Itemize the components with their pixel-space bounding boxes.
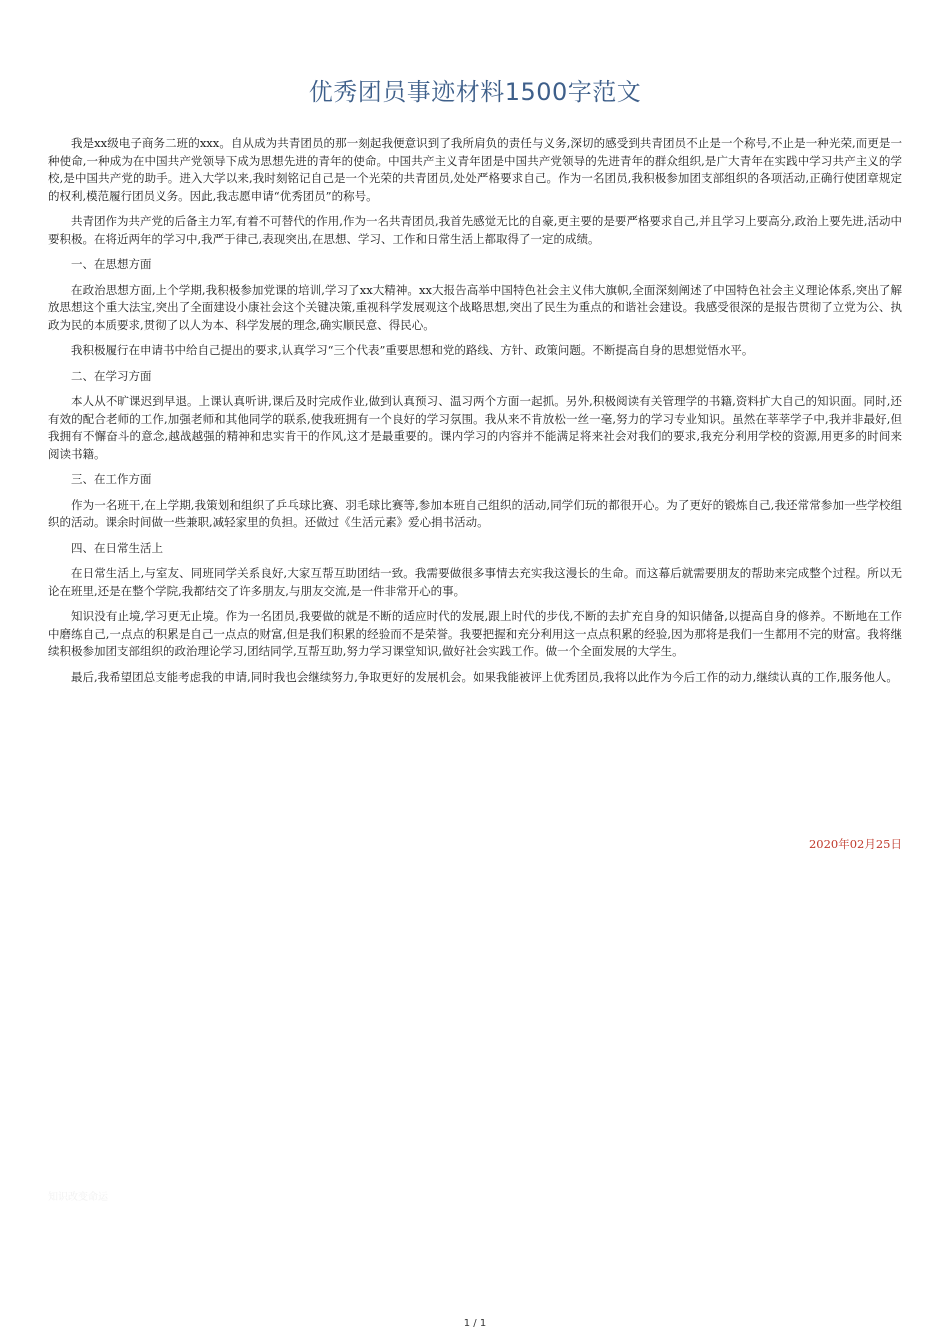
paragraph-thought-2: 我积极履行在申请书中给自己提出的要求,认真学习“三个代表”重要思想和党的路线、方针、政策问题。不断提高自身的思想觉悟水平。 — [71, 343, 754, 357]
section-heading-work: 三、在工作方面 — [71, 472, 152, 486]
paragraph-intro: 我是xx级电子商务二班的xxx。自从成为共青团员的那一刻起我便意识到了我所肩负的责任与义务,深切的感受到共青团员不止是一个称号,不止是一种光荣,而更是一种使命,一种成为在中国共产党领导下成为思想先进的青年的使命。中国共产主义青年团是中国共产党领导的先进青年的群众组织,是广大青年在实践中学习共产主义的学校,是中国共产党的助手。进入大学以来,我时刻铭记自己是一个光荣的共青团员,处处严格要求自己。作为一名团员,我积极参加团支部组织的各项活动,正确行使团章规定的权利,模范履行团员义务。因此,我志愿申请“优秀团员”的称号。 — [48, 136, 902, 203]
paragraph-knowledge: 知识没有止境,学习更无止境。作为一名团员,我要做的就是不断的适应时代的发展,跟上时代的步伐,不断的去扩充自身的知识储备,以提高自身的修养。不断地在工作中磨练自己,一点点的积累是自己一点点的财富,但是我们积累的经验而不是荣誉。我要把握和充分利用这一点点积累的经验,因为那将是我们一生都用不完的财富。我将继续积极参加团支部组织的政治理论学习,团结同学,互帮互助,努力学习课堂知识,做好社会实践工作。做一个全面发展的大学生。 — [48, 609, 902, 658]
document-date: 2020年02月25日 — [808, 837, 902, 851]
paragraph-thought-1: 在政治思想方面,上个学期,我积极参加党课的培训,学习了xx大精神。xx大报告高举中国特色社会主义伟大旗帜,全面深刻阐述了中国特色社会主义理论体系,突出了解放思想这个重大法宝,突出了全面建设小康社会这个关键决策,重视科学发展观这个战略思想,突出了民生为重点的和谐社会建设。我感受很深的是报告贯彻了立党为公、执政为民的本质要求,贯彻了以人为本、科学发展的理念,确实顺民意、得民心。 — [48, 282, 902, 332]
paragraph-conclusion: 最后,我希望团总支能考虑我的申请,同时我也会继续努力,争取更好的发展机会。如果我能被评上优秀团员,我将以此作为今后工作的动力,继续认真的工作,服务他人。 — [71, 669, 898, 684]
document-title: 优秀团员事迹材料1500字范文 — [308, 78, 642, 106]
paragraph-study: 本人从不旷课迟到早退。上课认真听讲,课后及时完成作业,做到认真预习、温习两个方面一起抓。另外,积极阅读有关管理学的书籍,资料扩大自己的知识面。同时,还有效的配合老师的工作,加强老师和其他同学的联系,使我班拥有一个良好的学习氛围。我从来不肯放松一丝一毫,努力的学习专业知识。虽然在莘莘学子中,我并非最好,但我拥有不懈奋斗的意念,越战越强的精神和忠实肯干的作风,这才是最重要的。课内学习的内容并不能满足将来社会对我们的要求,我充分利用学校的资源,用更多的时间来阅读书籍。 — [48, 394, 902, 461]
page-number: 1 / 1 — [463, 1318, 487, 1329]
paragraph-daily-life: 在日常生活上,与室友、同班同学关系良好,大家互帮互助团结一致。我需要做很多事情去充实我这漫长的生命。而这幕后就需要朋友的帮助来完成整个过程。所以无论在班里,还是在整个学院,我都结交了许多朋友,与朋友交流,是一件非常开心的事。 — [48, 566, 902, 598]
paragraph-work: 作为一名班干,在上学期,我策划和组织了乒乓球比赛、羽毛球比赛等,参加本班自己组织的活动,同学们玩的都很开心。为了更好的锻炼自己,我还常常参加一些学校组织的活动。课余时间做一些兼职,减轻家里的负担。还做过《生活元素》爱心捐书活动。 — [48, 497, 902, 529]
watermark-text: 知识改变命运 — [48, 1192, 108, 1203]
document-body — [48, 135, 902, 694]
section-heading-study: 二、在学习方面 — [71, 368, 152, 383]
paragraph-overview: 共青团作为共产党的后备主力军,有着不可替代的作用,作为一名共青团员,我首先感觉无比的自豪,更主要的是要严格要求自己,并且学习上要高分,政治上要先进,活动中要积极。在将近两年的学习中,我严于律己,表现突出,在思想、学习、工作和日常生活上都取得了一定的成绩。 — [48, 214, 902, 246]
section-heading-thought: 一、在思想方面 — [71, 257, 152, 271]
section-heading-daily-life: 四、在日常生活上 — [71, 540, 163, 555]
